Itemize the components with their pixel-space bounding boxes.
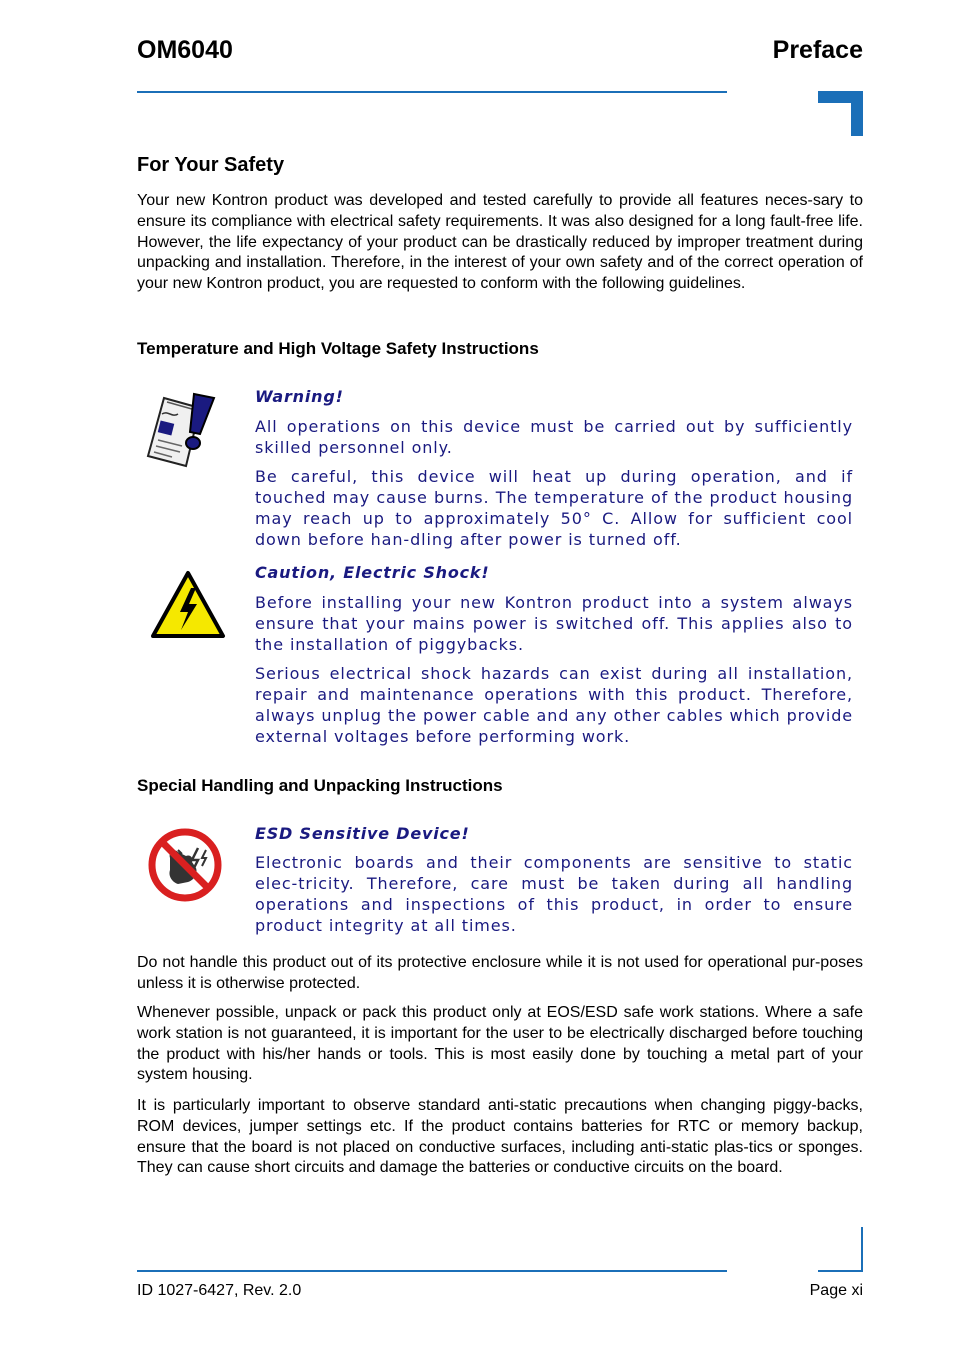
section-title: For Your Safety [137,154,285,176]
electric-shock-icon [150,570,226,640]
document-title: OM6040 [137,36,233,64]
esd-prohibited-icon [148,828,222,902]
caution-title: Caution, Electric Shock! [255,563,490,582]
handling-subtitle: Special Handling and Unpacking Instructions [137,776,503,795]
chapter-title: Preface [772,36,863,64]
header-rule [137,91,727,93]
corner-mark-top [818,91,863,136]
footer-rule [137,1270,727,1272]
warning-notepad-icon [142,390,222,470]
warning-title: Warning! [255,387,344,406]
caution-paragraph-1: Before installing your new Kontron product into a system always ensure that your mains power is switched off. This applies also to the installation of piggybacks. [255,593,853,654]
handling-paragraph-3: It is particularly important to observe standard anti-static precautions when changing piggy-backs, ROM devices, jumper settings etc. If the product contains batteries for RTC or memory backup, ensure that the board is not placed on conductive surfaces, including anti-static plas-tics or sponges. They can cause short circuits and damage the batteries or conductive circuits on the board. [137,1097,863,1177]
handling-paragraph-2: Whenever possible, unpack or pack this product only at EOS/ESD safe work stations. Where a safe work station is not guaranteed, it is important for the user to be electrically discharged before touching the product with his/her hands or tools. This is most easily done by touching a metal part of your system housing. [137,1004,863,1084]
esd-title: ESD Sensitive Device! [255,824,470,843]
document-id: ID 1027-6427, Rev. 2.0 [137,1282,302,1299]
page-number: Page xi [809,1282,863,1299]
intro-paragraph: Your new Kontron product was developed and tested carefully to provide all features neces-sary to ensure its compliance with electrical safety requirements. It was also designed for a long fault-free life. However, the life expectancy of your product can be drastically reduced by improper treatment during unpacking and installation. Therefore, in the interest of your own safety and of the correct operation of your new Kontron product, you are requested to conform with the following guidelines. [137,192,863,293]
corner-mark-bottom [818,1227,863,1272]
esd-paragraph: Electronic boards and their components are sensitive to static elec-tricity. Therefore, care must be taken during all handling operations and inspections of this product, in order to ensure product integrity at all times. [255,853,853,935]
handling-paragraph-1: Do not handle this product out of its protective enclosure while it is not used for operational pur-poses unless it is otherwise protected. [137,954,863,992]
caution-paragraph-2: Serious electrical shock hazards can exist during all installation, repair and maintenance operations with this product. Therefore, always unplug the power cable and any other cables which provide external voltages before performing work. [255,664,853,746]
warning-paragraph-1: All operations on this device must be carried out by sufficiently skilled personnel only. [255,417,853,457]
warning-paragraph-2: Be careful, this device will heat up during operation, and if touched may cause burns. The temperature of the product housing may reach up to approximately 50° C. Allow for sufficient cool down before han-dling after power is turned off. [255,467,853,549]
temperature-subtitle: Temperature and High Voltage Safety Instructions [137,339,539,358]
